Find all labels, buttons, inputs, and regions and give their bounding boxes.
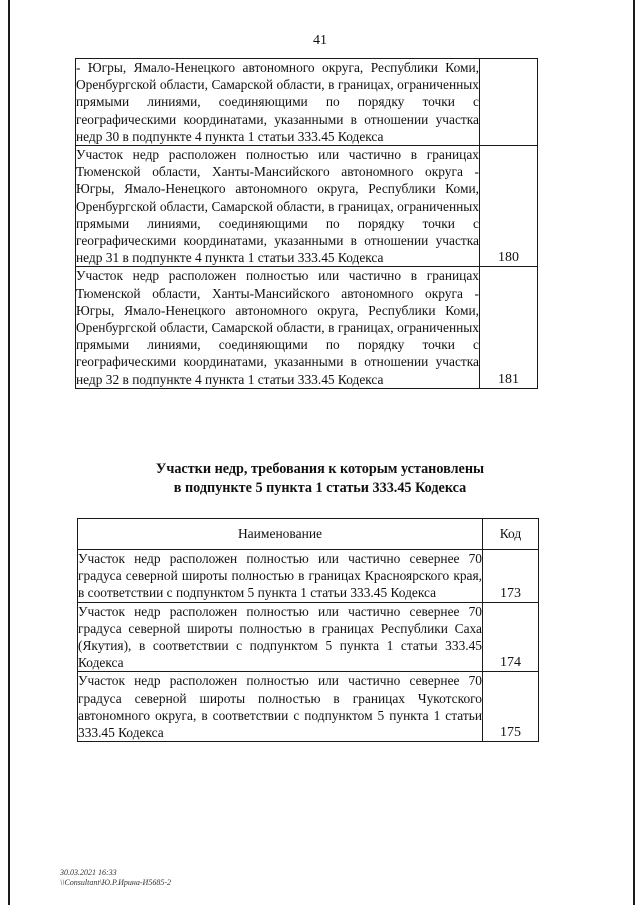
footer-timestamp: 30.03.2021 16:33 bbox=[60, 868, 117, 877]
table-row bbox=[78, 602, 539, 672]
table-row bbox=[76, 267, 538, 388]
table-row bbox=[76, 59, 538, 146]
table-header-row bbox=[78, 519, 539, 550]
row-code: 180 bbox=[480, 146, 538, 267]
table-row bbox=[76, 146, 538, 267]
row-description: Участок недр расположен полностью или частично севернее 70 градуса северной широты полностью в границах Чукотского автономного округа, в соответствии с подпунктом 5 пункта 1 статьи 333.45 Кодекса bbox=[78, 673, 482, 741]
row-description: - Югры, Ямало-Ненецкого автономного округа, Республики Коми, Оренбургской области, Самарской области, в границах, ограниченных прямыми линиями, соединяющими по порядку точки с географическими координатами, указанными в отношении участка недр 30 в подпункте 4 пункта 1 статьи 333.45 Кодекса bbox=[76, 60, 479, 144]
row-code: 174 bbox=[483, 602, 539, 672]
footer-file-path: \\Consultant\Ю.Р.Ирина-И5685-2 bbox=[60, 877, 171, 887]
row-code bbox=[480, 59, 538, 146]
table-row bbox=[78, 672, 539, 742]
section-heading-line1: Участки недр, требования к которым установлены bbox=[155, 461, 485, 477]
deposits-table-continued bbox=[75, 58, 538, 389]
page-number: 41 bbox=[313, 33, 327, 48]
table-row bbox=[78, 550, 539, 603]
row-code: 173 bbox=[483, 550, 539, 603]
section-heading bbox=[60, 460, 580, 497]
row-code: 181 bbox=[480, 267, 538, 388]
row-description: Участок недр расположен полностью или частично в границах Тюменской области, Ханты-Мансийского автономного округа - Югры, Ямало-Ненецкого автономного округа, Республики Коми, Оренбургской области, Самарской области, в границах, ограниченных прямыми линиями, соединяющими по порядку точки с географическими координатами, указанными в отношении участка недр 32 в подпункте 4 пункта 1 статьи 333.45 Кодекса bbox=[76, 268, 479, 387]
document-footer bbox=[60, 868, 171, 887]
deposits-table-subparagraph-5 bbox=[77, 518, 539, 742]
scan-left-edge bbox=[8, 0, 10, 905]
row-description: Участок недр расположен полностью или частично севернее 70 градуса северной широты полностью в границах Республики Саха (Якутия), в соответствии с подпунктом 5 пункта 1 статьи 333.45 Кодекса bbox=[78, 603, 482, 671]
header-name: Наименование bbox=[78, 519, 483, 550]
section-heading-line2: в подпункте 5 пункта 1 статьи 333.45 Кодекса bbox=[173, 479, 467, 496]
header-code: Код bbox=[483, 519, 539, 550]
row-description: Участок недр расположен полностью или частично севернее 70 градуса северной широты полностью в границах Красноярского края, в соответствии с подпунктом 5 пункта 1 статьи 333.45 Кодекса bbox=[78, 551, 482, 601]
row-description: Участок недр расположен полностью или частично в границах Тюменской области, Ханты-Мансийского автономного округа - Югры, Ямало-Ненецкого автономного округа, Республики Коми, Оренбургской области, Самарской области, в границах, ограниченных прямыми линиями, соединяющими по порядку точки с географическими координатами, указанными в отношении участка недр 31 в подпункте 4 пункта 1 статьи 333.45 Кодекса bbox=[76, 147, 479, 266]
row-code: 175 bbox=[483, 672, 539, 742]
scan-right-edge bbox=[633, 0, 635, 905]
